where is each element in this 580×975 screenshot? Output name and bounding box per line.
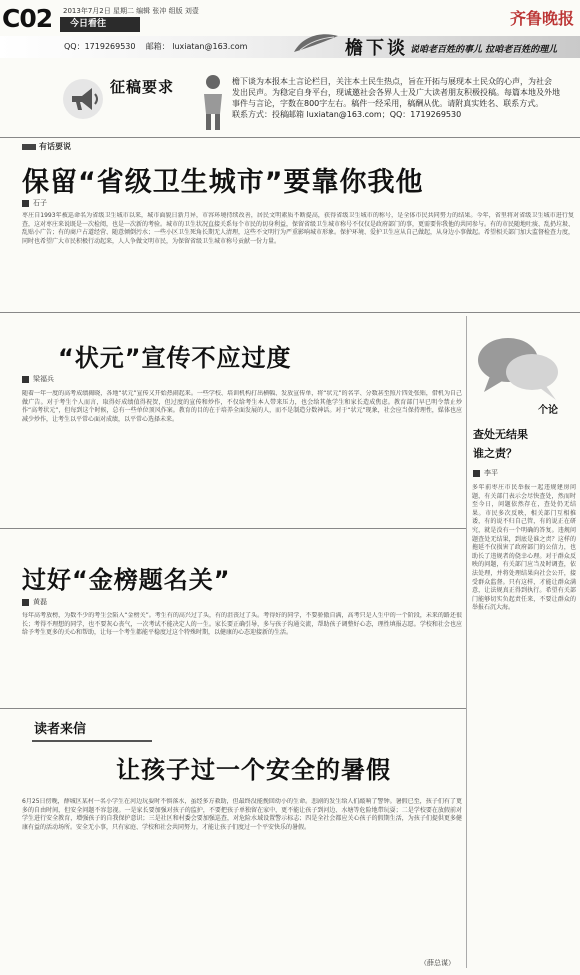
article1-byline: [22, 198, 47, 208]
divider: [0, 708, 466, 709]
cfp-line: 联系方式：投稿邮箱 luxiatan@163.com；QQ：1719269530: [232, 110, 462, 119]
sidebar-divider: [466, 316, 467, 968]
byline-text: 石子: [33, 199, 47, 207]
byline-mark-icon: [22, 200, 29, 207]
date-line: 2013年7月2日 星期二 编辑 张冲 组版 刘壹: [63, 7, 199, 15]
article-body-text: 每年高考放榜，为数不少的考生会陷入“金榜关”。考生有的高兴过了头，有的沮丧过了头。考得好的同学，不要骄傲自满，高考只是人生中的一个阶段，未来的路还很长；考得不理想的同学，也不要灰心丧气，一次考试不能决定人的一生。家长要正确引导，多与孩子沟通交流，帮助孩子调整好心态，理性填报志愿。学校和社会也应给予考生更多的关心和帮助，让每一个考生都能平稳度过这个特殊时期，以健康的心态迎接新的生活。: [22, 612, 462, 637]
email-link[interactable]: luxiatan@163.com: [172, 42, 248, 51]
sidebar-headline-line: 谁之责？: [473, 447, 517, 460]
page-number: C02: [2, 4, 53, 33]
readers-letter-tag: [24, 712, 154, 754]
letters-body: [22, 798, 462, 958]
divider: [0, 528, 466, 529]
newspaper-logo: 齐鲁晚报: [509, 9, 574, 28]
readers-letter-label: 读者来信: [34, 722, 87, 737]
leaf-decoration-icon: [290, 30, 342, 56]
article2-byline: [22, 374, 54, 384]
article2-headline: “状元”宣传不应过度: [58, 344, 292, 372]
kicker-text: 有话要说: [39, 142, 71, 151]
speech-bubble-icon: [470, 330, 570, 410]
article3-body: [22, 612, 462, 704]
divider: [0, 137, 580, 138]
column-title: 檐下谈: [345, 38, 408, 59]
section-label: 今日看往: [60, 17, 140, 32]
kicker-mark-icon: [22, 144, 36, 150]
article3-byline: [22, 597, 47, 607]
call-for-papers: [62, 72, 574, 134]
byline-text: 黄磊: [33, 598, 47, 606]
cfp-line: 事件与言论，字数在800字左右。稿件一经采用，稿酬从优。请附真实姓名、联系方式。: [232, 99, 544, 108]
article-body-text: 6月25日傍晚，薛城区某村一名小学生在河边玩耍时不慎落水，虽经多方救助，但最终没能挽回幼小的生命。悲剧的发生给人们敲响了警钟。暑假已至，孩子们有了更多的自由时间，但安全问题不容忽视。一是家长要加强对孩子的监护，不要把孩子单独留在家中，更不能让孩子到河边、水塘等危险地带玩耍；二是学校要在放假前对学生进行安全教育，增强孩子的自我保护意识；三是社区和村委会要加强巡查，对危险水域设置警示标志；四是全社会都应关心孩子的假期生活，为孩子们提供更多健康有益的活动场所。安全无小事，只有家庭、学校和社会共同努力，才能让孩子们度过一个平安快乐的暑假。: [22, 798, 462, 831]
contact-line: [64, 41, 247, 52]
sidebar-byline: [473, 468, 498, 478]
byline-mark-icon: [473, 470, 480, 477]
sidebar-headline-line: 查处无结果: [473, 428, 528, 441]
masthead: [0, 0, 580, 59]
qq-label: QQ：1719269530: [64, 42, 136, 51]
byline-mark-icon: [22, 599, 29, 606]
article2-body: [22, 390, 462, 522]
figure-illustration-icon: [198, 72, 228, 132]
article1-body: [22, 212, 574, 304]
article3-headline: 过好“金榜题名关”: [22, 566, 231, 594]
sidebar-body: 多年前枣庄市民举报一起违规建房问题，有关部门表示会尽快查处，然而时至今日，问题依然存在，查处仍无结果。市民多次反映，相关部门互相推诿，有的说不归自己管，有的说正在研究，就是没有一个明确的答复。违规问题查处无结果，到底是谁之责？这样的拖延不仅损害了政府部门的公信力，也助长了违规者的侥幸心理。对于群众反映的问题，有关部门应当及时调查，依法处理，并将处理结果向社会公开，接受群众监督。只有这样，才能让群众满意，让法规真正得到执行。希望有关部门能够切实负起责任来，不要让群众的举报石沉大海。: [472, 484, 576, 612]
letters-signature: （薛总谋）: [420, 959, 455, 967]
email-label: 邮箱：: [145, 42, 170, 51]
byline-text: 梁福兵: [33, 375, 54, 383]
megaphone-icon: [62, 78, 104, 120]
divider: [0, 312, 580, 313]
tag-underline: [32, 740, 152, 742]
article-body-text: 随着一年一度的高考成绩揭晓，各地“状元”宣传又开始热闹起来。一些学校、培训机构打出横幅、发放宣传单，将“状元”的名字、分数甚至照片四处张贴，借机为自己做广告。对于考生个人而言，取得好成绩值得祝贺，但过度的宣传和炒作，不仅给考生本人带来压力，也会给其他学生和家长造成焦虑。教育部门早已明令禁止炒作“高考状元”，但每到这个时候，总有一些单位顶风作案。教育的目的在于培养全面发展的人，而不是制造分数神话。对于“状元”现象，社会应当保持理性，媒体也应减少炒作，让考生以平常心面对成绩，以平常心选择未来。: [22, 390, 462, 423]
byline-text: 李平: [484, 469, 498, 477]
kicker: [22, 141, 71, 152]
sidebar-headline: [473, 425, 573, 463]
cfp-line: 檐下谈为本报本土言论栏目，关注本土民生热点，旨在开拓与展现本土民众的心声，为社会: [232, 77, 552, 86]
cfp-line: 发出民声。为稳定自身平台，现诚邀社会各界人士及广大读者朋友积极投稿。每篇本地及外地: [232, 88, 560, 97]
byline-mark-icon: [22, 376, 29, 383]
call-for-papers-title: 征稿要求: [110, 78, 175, 96]
sidebar-label: 个论: [538, 405, 558, 416]
article1-headline: 保留“省级卫生城市”要靠你我他: [22, 167, 424, 198]
column-slogan: 说咱老百姓的事儿 拉咱老百姓的理儿: [410, 45, 558, 55]
article-body-text: 枣庄自1993年被巡命名为省级卫生城市以来，城市面貌日新月异，市容环境持续改善，居民文明素质不断提高，获得省级卫生城市的称号，是全体市民共同努力的结果。今年，省里将对省级卫生城市进行复查，这对枣庄来说既是一次检阅，也是一次新的考验。城市的卫生状况直接关系每个市民的切身利益，保留省级卫生城市称号不仅仅是政府部门的事，更需要你我他的共同参与。有的市民随地吐痰、乱扔垃圾、乱贴小广告；有的商户占道经营、随意倾倒污水；一些小区卫生死角长期无人清理，这些不文明行为严重影响城市形象。保护环境、爱护卫生应从自己做起，从身边小事做起。希望相关部门加大监督检查力度，同时也希望广大市民积极行动起来，人人争做文明市民，为保留省级卫生城市称号贡献一份力量。: [22, 212, 574, 245]
letters-headline: 让孩子过一个安全的暑假: [116, 756, 391, 784]
call-for-papers-text: [232, 76, 572, 120]
